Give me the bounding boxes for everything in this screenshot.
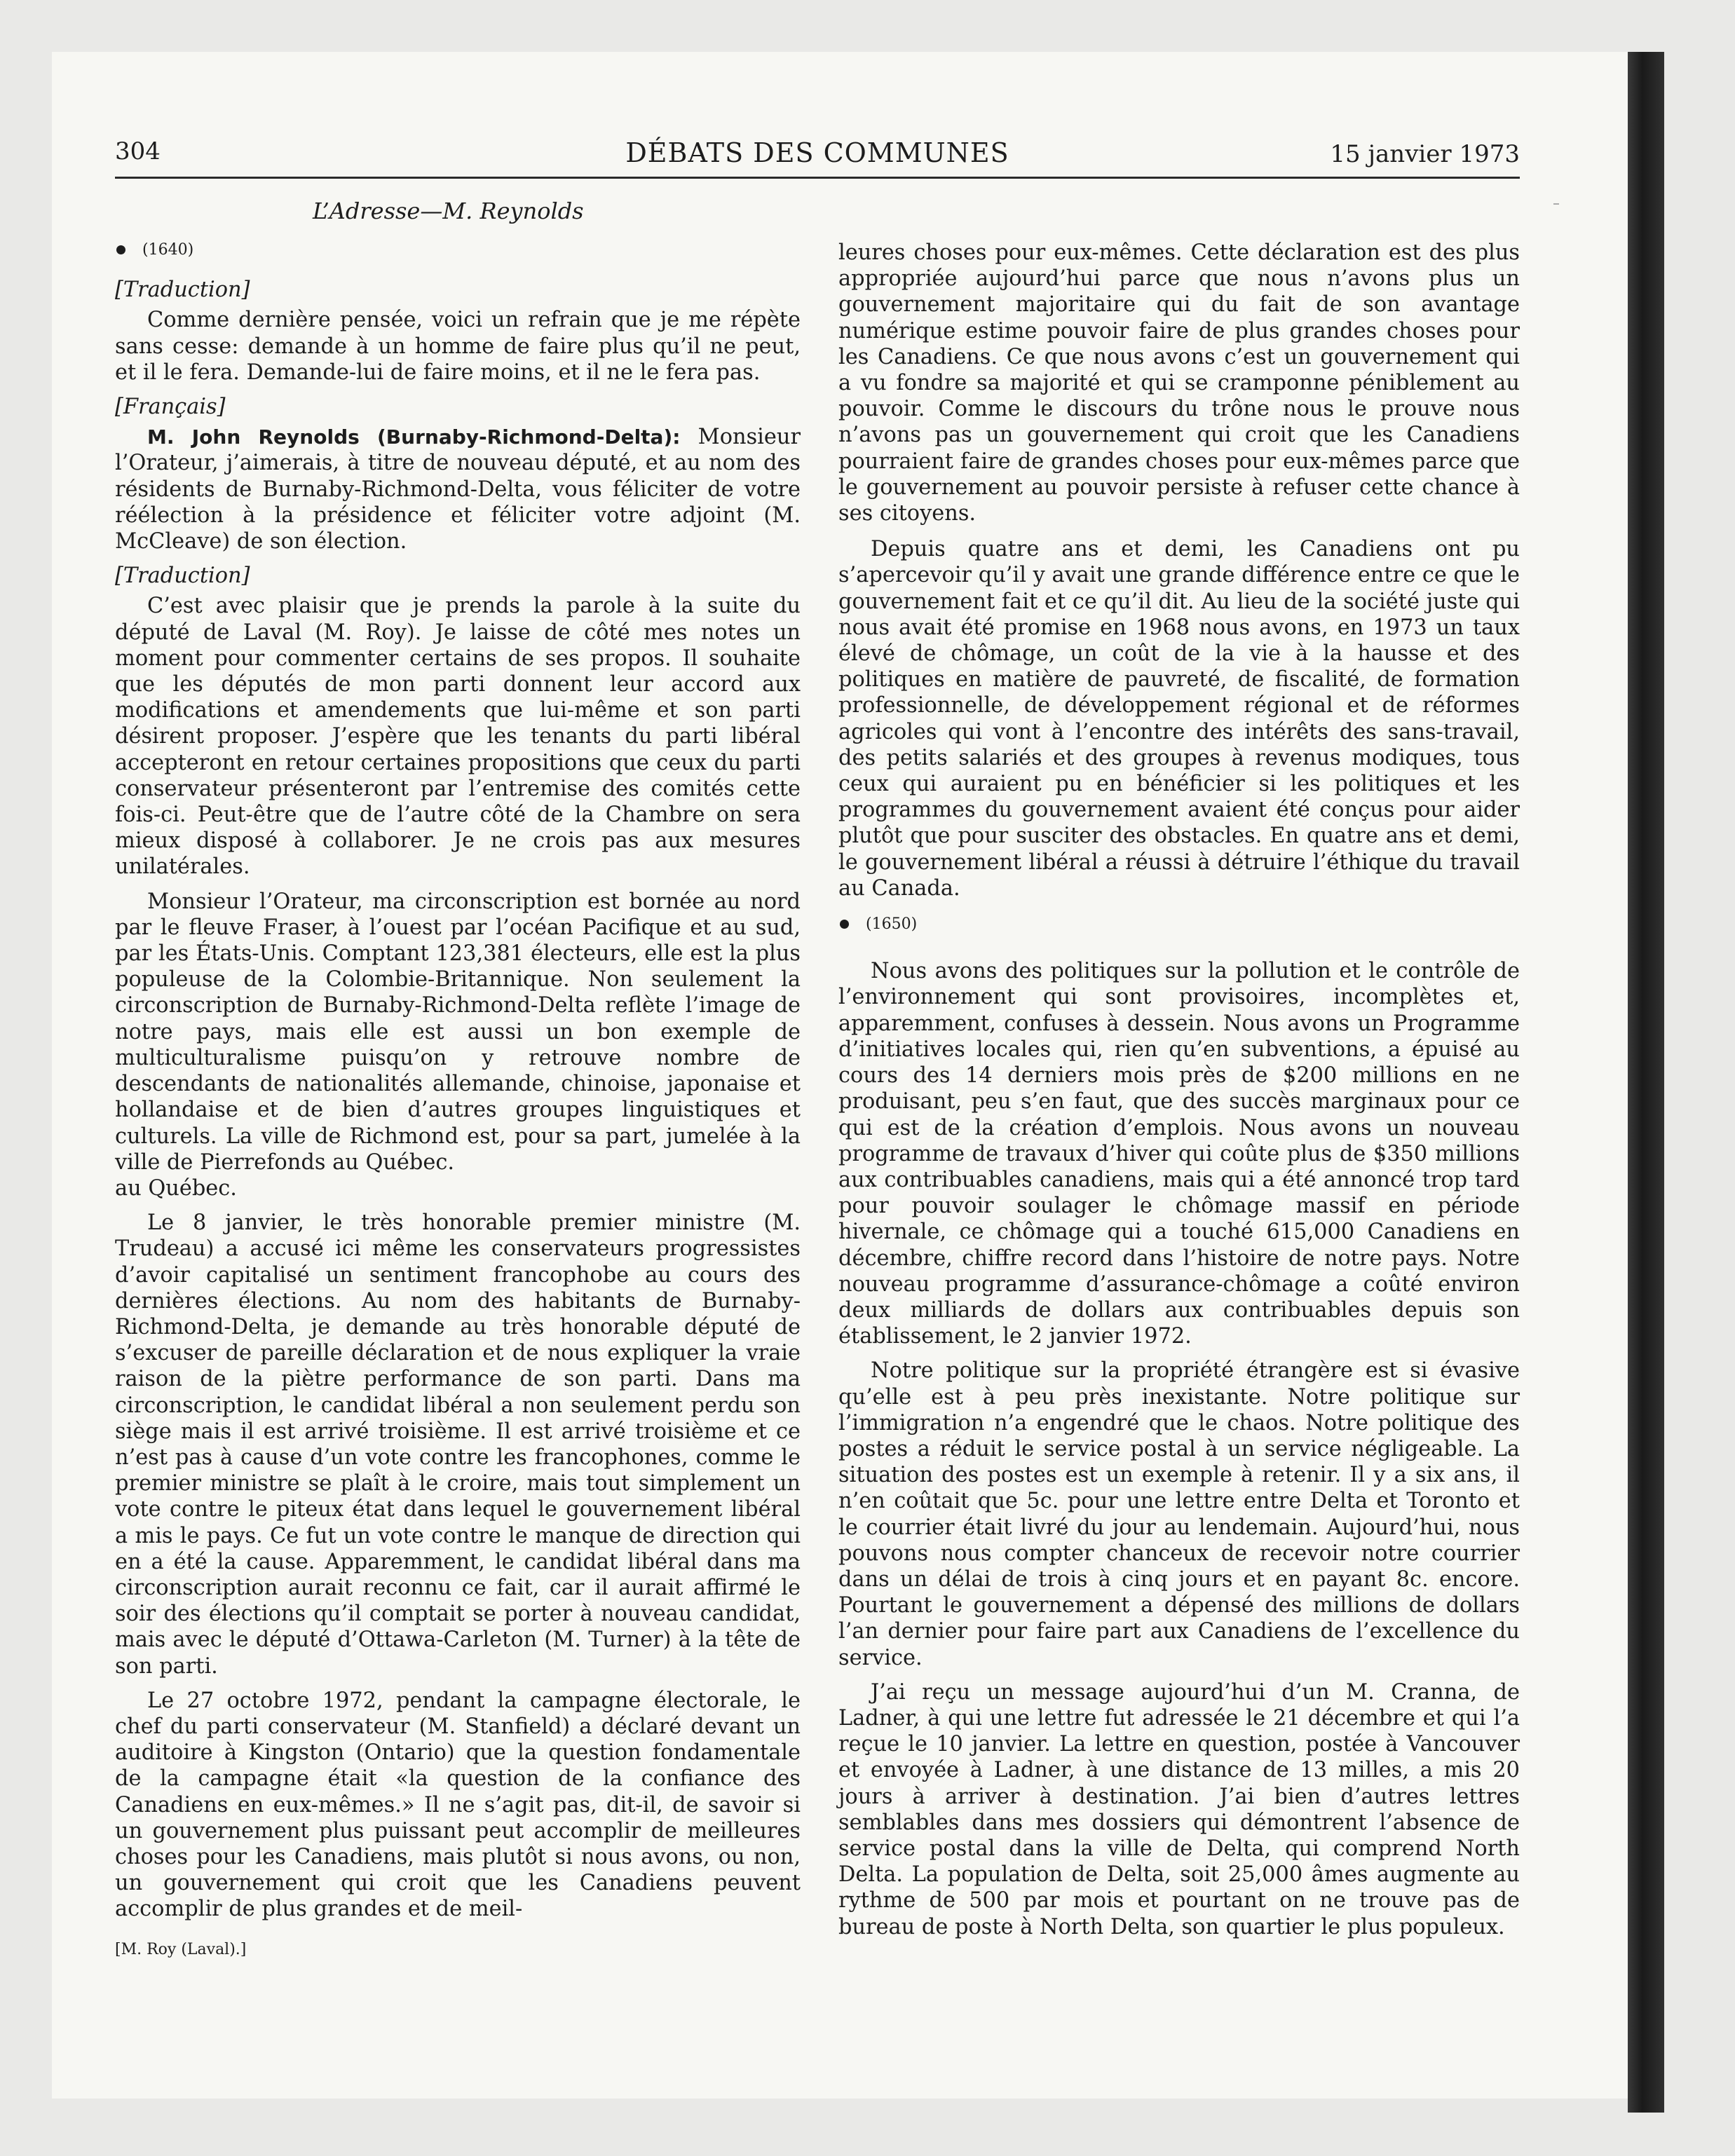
paragraph: Notre politique sur la propriété étrangère est si évasive qu’elle est à peu près inexistante. Notre politique sur l’immigration n’a engendré que le chaos. Notre politique des postes a réduit le service postal à un service négligeable. La situation des postes est un exemple à retenir. Il y a six ans, il n’en coûtait que 5c. pour une lettre entre Delta et Toronto et le courrier était livré du jour au lendemain. Aujourd’hui, nous pouvons nous compter chanceux de recevoir notre courrier dans un délai de trois à cinq jours et en payant 8c. encore. Pourtant le gouvernement a dépensé des millions de dollars l’an dernier pour faire part aux Canadiens de l’excellence du service.: [838, 1358, 1520, 1670]
left-column: [115, 234, 801, 1963]
paragraph: C’est avec plaisir que je prends la parole à la suite du député de Laval (M. Roy). Je laisse de côté mes notes un moment pour commenter certains de ses propos. Il souhaite que les députés de mon parti donnent leur accord aux modifications et amendements que lui-même et son parti désirent proposer. J’espère que les tenants du parti libéral accepteront en retour certaines propositions que ceux du parti conservateur présenteront par l’entremise des comités cette fois-ci. Peut-être que de l’autre côté de la Chambre on sera mieux disposé à collaborer. Je ne crois pas aux mesures unilatérales.: [115, 594, 801, 880]
paragraph-fragment: au Québec.: [115, 1175, 237, 1201]
scan-mark: [1553, 203, 1559, 205]
time-stamp: (1640): [142, 241, 194, 259]
paragraph: Comme dernière pensée, voici un refrain que je me répète sans cesse: demande à un homme de faire plus qu’il ne peut, et il le fera. Demande-lui de faire moins, et il ne le fera pas.: [115, 308, 801, 385]
language-tag: [Traduction]: [115, 564, 250, 589]
issue-date: 15 janvier 1973: [1330, 140, 1520, 168]
bullet-icon: [840, 920, 849, 929]
footnote: [M. Roy (Laval).]: [115, 1940, 247, 1958]
paragraph: J’ai reçu un message aujourd’hui d’un M. Cranna, de Ladner, à qui une lettre fut adressée le 21 décembre et qui l’a reçue le 10 janvier. La lettre en question, postée à Vancouver et envoyée à Ladner, à une distance de 13 milles, a mis 20 jours à arriver à destination. J’ai bien d’autres lettres semblables dans mes dossiers qui démontrent l’absence de service postal dans la ville de Delta, qui comprend North Delta. La population de Delta, soit 25,000 âmes augmente au rythme de 500 par mois et pourtant on ne trouve pas de bureau de poste à North Delta, son quartier le plus populeux.: [838, 1679, 1520, 1939]
right-column: [838, 240, 1520, 1949]
language-tag: [Traduction]: [115, 278, 250, 303]
paragraph: Depuis quatre ans et demi, les Canadiens ont pu s’apercevoir qu’il y avait une grande différence entre ce que le gouvernement fait et ce qu’il dit. Au lieu de la société juste qui nous avait été promise en 1968 nous avons, en 1973 un taux élevé de chômage, un coût de la vie à la hausse et des politiques en matière de pauvreté, de fiscalité, de formation professionnelle, de développement régional et de réformes agricoles qui vont à l’encontre des intérêts des sans-travail, des petits salariés et des groupes à revenus modiques, tous ceux qui auraient pu en bénéficier si les politiques et les programmes du gouvernement avaient été conçus pour aider plutôt que pour susciter des obstacles. En quatre ans et demi, le gouvernement libéral a réussi à détruire l’éthique du travail au Canada.: [838, 537, 1520, 901]
speaker-name: M. John Reynolds (Burnaby-Richmond-Delta):: [147, 425, 681, 449]
speech-paragraph: [115, 424, 801, 554]
paragraph: Nous avons des politiques sur la pollution et le contrôle de l’environnement qui sont provisoires, incomplètes et, apparemment, confuses à dessein. Nous avons un Programme d’initiatives locales qui, rien qu’en subventions, a épuisé au cours des 14 derniers mois près de $200 millions en ne produisant, peu s’en faut, que des succès marginaux pour ce qui est de la création d’emplois. Nous avons un nouveau programme de travaux d’hiver qui coûte plus de $350 millions aux contribuables canadiens, mais qui a été annoncé trop tard pour pouvoir soulager le chômage massif en période hivernale, ce chômage qui a touché 615,000 Canadiens en décembre, chiffre record dans l’histoire de notre pays. Notre nouveau programme d’assurance-chômage a coûté environ deux milliards de dollars aux contribuables depuis son établissement, le 2 janvier 1972.: [838, 959, 1520, 1349]
scan-edge: [1628, 52, 1664, 2113]
paragraph: Le 8 janvier, le très honorable premier ministre (M. Trudeau) a accusé ici même les conservateurs progressistes d’avoir capitalisé un sentiment francophobe au cours des dernières élections. Au nom des habitants de Burnaby-Richmond-Delta, je demande au très honorable député de s’excuser de pareille déclaration et de nous expliquer la vraie raison de la piètre performance de son parti. Dans ma circonscription, le candidat libéral a non seulement perdu son siège mais il est arrivé troisième. Il est arrivé troisième et ce n’est pas à cause d’un vote contre les francophones, comme le premier ministre se plaît à le croire, mais tout simplement un vote contre le piteux état dans lequel le gouvernement libéral a mis le pays. Ce fut un vote contre le manque de direction qui en a été la cause. Apparemment, le candidat libéral dans ma circonscription aurait reconnu ce fait, car il aurait affirmé le soir des élections qu’il comptait se porter à nouveau candidat, mais avec le député d’Ottawa-Carleton (M. Turner) à la tête de son parti.: [115, 1210, 801, 1679]
bullet-icon: [116, 245, 125, 254]
page-number: 304: [115, 137, 161, 165]
time-marker: [838, 911, 1520, 937]
page-header: [115, 137, 1520, 179]
language-tag: [Français]: [115, 395, 226, 420]
paragraph: leures choses pour eux-mêmes. Cette déclaration est des plus appropriée aujourd’hui parce que nous n’avons plus un gouvernement majoritaire qui du fait de son avantage numérique estime pouvoir faire de plus grandes choses pour les Canadiens. Ce que nous avons c’est un gouvernement qui a vu fondre sa majorité et qui se cramponne péniblement au pouvoir. Comme le discours du trône nous le prouve nous n’avons pas un gouvernement qui croit que les Canadiens pourraient faire de grandes choses pour eux-mêmes parce que le gouvernement au pouvoir persiste à refuser cette chance à ses citoyens.: [838, 240, 1520, 526]
speech-text: Monsieur l’Orateur, j’aimerais, à titre de nouveau député, et au nom des résidents de Burnaby-Richmond-Delta, vous féliciter de votre réélection à la présidence et féliciter votre adjoint (M. McCleave) de son élection.: [115, 425, 801, 554]
time-marker: [115, 237, 801, 263]
running-head: L’Adresse—M. Reynolds: [313, 198, 584, 224]
time-stamp: (1650): [866, 915, 918, 934]
paragraph: Le 27 octobre 1972, pendant la campagne électorale, le chef du parti conservateur (M. Stanfield) a déclaré devant un auditoire à Kingston (Ontario) que la question fondamentale de la campagne était «la question de la confiance des Canadiens en eux-mêmes.» Il ne s’agit pas, dit-il, de savoir si un gouvernement plus puissant peut accomplir de meilleures choses pour les Canadiens, mais plutôt si nous avons, ou non, un gouvernement qui croit que les Canadiens peuvent accomplir de plus grandes et de meil-: [115, 1688, 801, 1922]
publication-title: DÉBATS DES COMMUNES: [625, 137, 1009, 168]
paragraph: Monsieur l’Orateur, ma circonscription est bornée au nord par le fleuve Fraser, à l’ouest par l’océan Pacifique et au sud, par les États-Unis. Comptant 123,381 électeurs, elle est la plus populeuse de la Colombie-Britannique. Non seulement la circonscription de Burnaby-Richmond-Delta reflète l’image de notre pays, mais elle est aussi un bon exemple de multiculturalisme puisqu’on y retrouve nombre de descendants de nationalités allemande, chinoise, japonaise et hollandaise et de bien d’autres groupes linguistiques et culturels. La ville de Richmond est, pour sa part, jumelée à la ville de Pierrefonds au Québec.: [115, 889, 801, 1175]
